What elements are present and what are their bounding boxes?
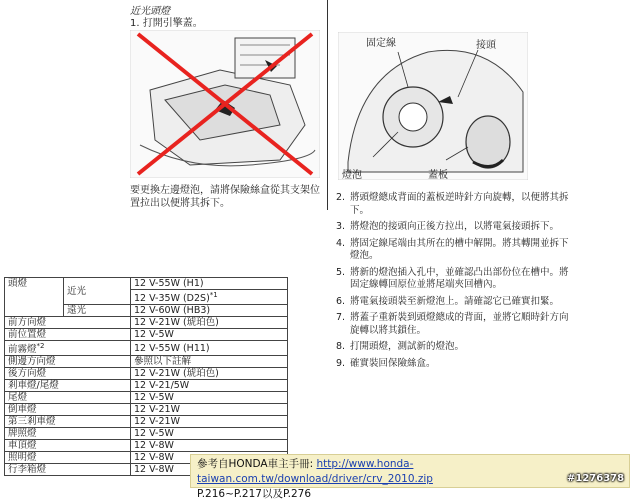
reference-pages: P.216~P.217以及P.276 bbox=[197, 488, 312, 500]
table-row bbox=[5, 428, 288, 440]
cell-low-1: 12 V-55W (H1) bbox=[131, 278, 288, 290]
table-row bbox=[5, 440, 288, 452]
table-row bbox=[5, 356, 288, 368]
label-bulb: 燈泡 bbox=[342, 170, 362, 181]
label-cover: 蓋板 bbox=[428, 170, 448, 181]
section-subtitle: 近光頭燈 bbox=[130, 6, 170, 17]
reference-prefix: 參考自HONDA車主手冊: bbox=[197, 458, 317, 470]
cell-lamp-name: 前位置燈 bbox=[5, 329, 131, 341]
step-item: 9. 確實裝回保險絲盒。 bbox=[336, 357, 436, 369]
bulb-spec-table bbox=[4, 277, 288, 476]
cell-lamp-value: 12 V-21W bbox=[131, 404, 288, 416]
column-divider bbox=[327, 0, 328, 210]
table-row bbox=[5, 317, 288, 329]
cell-headlight: 頭燈 bbox=[5, 278, 64, 317]
table-row bbox=[5, 329, 288, 341]
step-item: 4. 將固定線尾端由其所在的槽中解開。將其轉開並拆下燈泡。 bbox=[336, 237, 569, 261]
cell-lamp-name: 後方向燈 bbox=[5, 368, 131, 380]
cell-lamp-name: 尾燈 bbox=[5, 392, 131, 404]
cell-lamp-name: 照明燈 bbox=[5, 452, 131, 464]
cell-lamp-value: 參照以下註解 bbox=[131, 356, 288, 368]
step-item: 8. 打開頭燈，測試新的燈泡。 bbox=[336, 341, 465, 352]
fuse-box-caption: 要更換左邊燈泡，請將保險絲盒從其支架位置拉出以便將其拆下。 bbox=[130, 185, 320, 209]
cell-lamp-value: 12 V-55W (H11) bbox=[131, 341, 288, 356]
table-row bbox=[5, 380, 288, 392]
cell-low-2: 12 V-35W $(D2S)^{*1}$ bbox=[131, 290, 288, 305]
table-row bbox=[5, 278, 288, 290]
cell-lamp-name: 剎車燈/尾燈 bbox=[5, 380, 131, 392]
cell-lamp-value: 12 V-8W bbox=[131, 440, 288, 452]
cell-lamp-name: 行李箱燈 bbox=[5, 464, 131, 476]
cell-lamp-value: 12 V-21W (琥珀色) bbox=[131, 317, 288, 329]
cell-lamp-name: 前霧燈$^{*2}$ bbox=[5, 341, 131, 356]
cell-lamp-name: 第三剎車燈 bbox=[5, 416, 131, 428]
table-row bbox=[5, 416, 288, 428]
cell-lamp-name: 牌照燈 bbox=[5, 428, 131, 440]
step-item: 2. 將頭燈總成背面的蓋板逆時針方向旋轉，以便將其拆下。 bbox=[336, 192, 569, 216]
cell-high: 12 V-60W (HB3) bbox=[131, 305, 288, 317]
table-row bbox=[5, 404, 288, 416]
cell-lamp-name: 車頂燈 bbox=[5, 440, 131, 452]
engine-bay-illustration bbox=[130, 30, 320, 178]
table-row bbox=[5, 392, 288, 404]
headlight-bulb-illustration bbox=[338, 32, 528, 180]
cell-lamp-value: 12 V-5W bbox=[131, 392, 288, 404]
step-item: 7. 將蓋子重新裝到頭燈總成的背面，並將它順時針方向旋轉以將其鎖住。 bbox=[336, 312, 569, 336]
cell-lamp-name: 前方向燈 bbox=[5, 317, 131, 329]
step-item: 5. 將新的燈泡插入孔中，並確認凸出部份位在槽中。將固定線轉回原位並將尾端夾回槽內。 bbox=[336, 266, 569, 290]
cell-lamp-value: 12 V-5W bbox=[131, 428, 288, 440]
steps-list bbox=[336, 192, 576, 374]
label-connector: 接頭 bbox=[476, 40, 496, 51]
image-id-watermark: #1276378 bbox=[567, 473, 625, 484]
reference-note bbox=[190, 454, 630, 500]
label-retainer: 固定線 bbox=[366, 38, 396, 49]
step-item: 3. 將燈泡的接頭向正後方拉出，以將電氣接頭拆下。 bbox=[336, 221, 560, 232]
cell-lamp-name: 倒車燈 bbox=[5, 404, 131, 416]
table-row bbox=[5, 368, 288, 380]
cell-lamp-value: 12 V-21W bbox=[131, 416, 288, 428]
cell-lamp-name: 側邊方向燈 bbox=[5, 356, 131, 368]
cell-lamp-value: 12 V-21W (琥珀色) bbox=[131, 368, 288, 380]
cell-low-beam: 近光 bbox=[64, 278, 131, 305]
cell-lamp-value: 12 V-8W bbox=[131, 452, 288, 464]
cell-lamp-value: 12 V-5W bbox=[131, 329, 288, 341]
step-item: 6. 將電氣接頭裝至新燈泡上。請確認它已確實扣緊。 bbox=[336, 295, 560, 307]
reference-url-link[interactable]: http://www.honda-taiwan.com.tw/download/driver/crv_2010.zip bbox=[197, 458, 433, 485]
cell-lamp-value: 12 V-8W bbox=[131, 464, 288, 476]
cell-lamp-value: 12 V-21/5W bbox=[131, 380, 288, 392]
cell-high-beam: 遠光 bbox=[64, 305, 131, 317]
step-1: 1. 打開引擎蓋。 bbox=[130, 18, 203, 29]
table-row bbox=[5, 341, 288, 356]
